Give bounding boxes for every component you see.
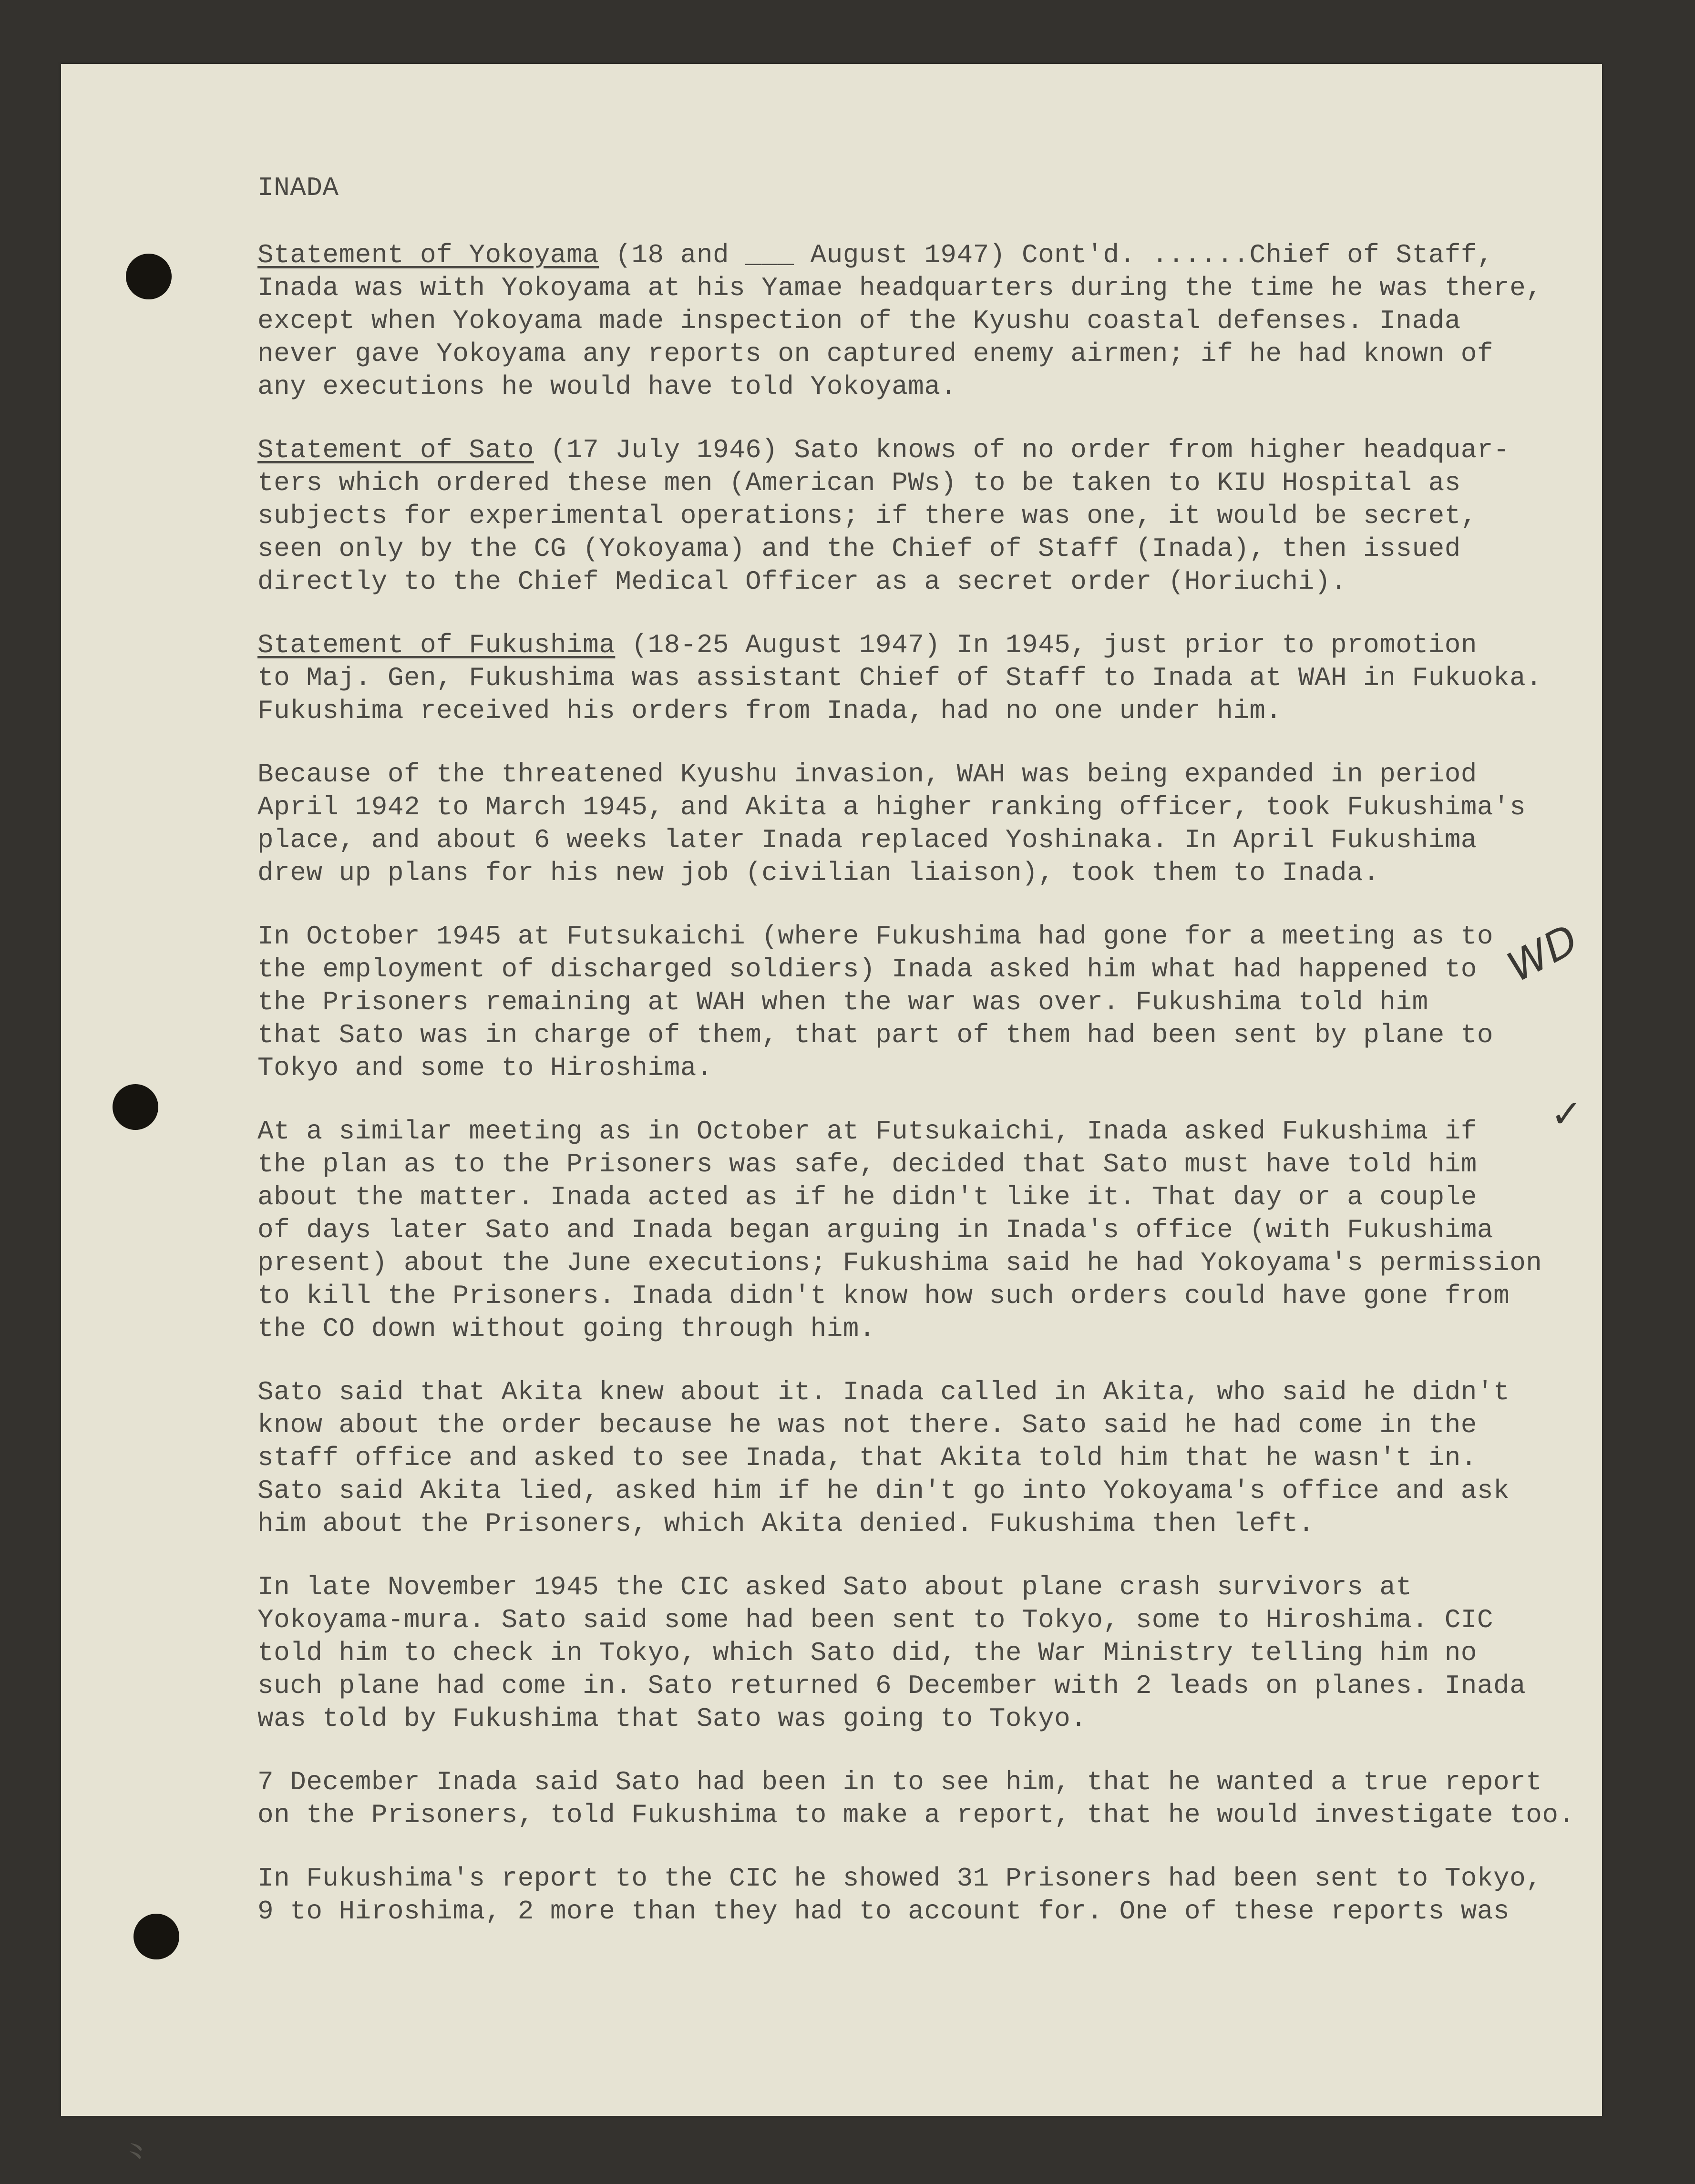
- line-text: Because of the threatened Kyushu invasion, WAH was being expanded in period: [257, 759, 1477, 790]
- statement-heading: Statement of Fukushima: [257, 630, 616, 660]
- text-line: [257, 1214, 1592, 1247]
- paragraph: [257, 1571, 1592, 1735]
- text-line: [257, 1895, 1592, 1928]
- statement-heading: Statement of Yokoyama: [257, 240, 599, 270]
- line-text: him about the Prisoners, which Akita denied. Fukushima then left.: [257, 1508, 1315, 1539]
- line-text: Sato said that Akita knew about it. Inada called in Akita, who said he didn't: [257, 1377, 1510, 1407]
- line-text: on the Prisoners, told Fukushima to make a report, that he would investigate too.: [257, 1800, 1575, 1830]
- line-text: the CO down without going through him.: [257, 1313, 876, 1344]
- line-text: Tokyo and some to Hiroshima.: [257, 1053, 713, 1083]
- line-text: the plan as to the Prisoners was safe, decided that Sato must have told him: [257, 1149, 1477, 1179]
- line-text: know about the order because he was not there. Sato said he had come in the: [257, 1410, 1477, 1440]
- line-text: place, and about 6 weeks later Inada replaced Yoshinaka. In April Fukushima: [257, 825, 1477, 855]
- text-line: [257, 791, 1592, 824]
- text-line: [257, 1247, 1592, 1280]
- line-text: the employment of discharged soldiers) Inada asked him what had happened to: [257, 954, 1477, 984]
- line-text: In late November 1945 the CIC asked Sato about plane crash survivors at: [257, 1572, 1412, 1602]
- text-line: [257, 1312, 1592, 1345]
- text-line: [257, 1637, 1592, 1670]
- text-line: [257, 1148, 1592, 1181]
- text-line: [257, 467, 1592, 500]
- text-line: [257, 1409, 1592, 1442]
- line-text: 7 December Inada said Sato had been in to see him, that he wanted a true report: [257, 1767, 1542, 1797]
- line-text: ters which ordered these men (American PWs) to be taken to KIU Hospital as: [257, 468, 1461, 498]
- line-text: of days later Sato and Inada began arguing in Inada's office (with Fukushima: [257, 1215, 1494, 1245]
- text-line: [257, 1475, 1592, 1507]
- line-text: told him to check in Tokyo, which Sato did, the War Ministry telling him no: [257, 1638, 1477, 1668]
- line-text: Sato said Akita lied, asked him if he din't go into Yokoyama's office and ask: [257, 1476, 1510, 1506]
- text-line: [257, 1799, 1592, 1832]
- line-text: In Fukushima's report to the CIC he showed 31 Prisoners had been sent to Tokyo,: [257, 1863, 1542, 1894]
- line-text: the Prisoners remaining at WAH when the war was over. Fukushima told him: [257, 987, 1428, 1017]
- text-line: [257, 1604, 1592, 1637]
- text-line: [257, 1115, 1592, 1148]
- line-text: (18 and ___ August 1947) Cont'd. ......Chief of Staff,: [599, 240, 1494, 270]
- text-line: [257, 1019, 1592, 1052]
- paragraph: [257, 239, 1592, 403]
- line-text: In October 1945 at Futsukaichi (where Fukushima had gone for a meeting as to: [257, 921, 1494, 952]
- text-line: [257, 857, 1592, 890]
- line-text: April 1942 to March 1945, and Akita a higher ranking officer, took Fukushima's: [257, 792, 1526, 822]
- line-text: directly to the Chief Medical Officer as a secret order (Horiuchi).: [257, 566, 1347, 597]
- text-line: [257, 1571, 1592, 1604]
- line-text: such plane had come in. Sato returned 6 December with 2 leads on planes. Inada: [257, 1671, 1526, 1701]
- text-line: [257, 1862, 1592, 1895]
- line-text: except when Yokoyama made inspection of the Kyushu coastal defenses. Inada: [257, 306, 1461, 336]
- paragraph: [257, 1862, 1592, 1928]
- paragraph: [257, 1376, 1592, 1540]
- text-line: [257, 1280, 1592, 1312]
- line-text: drew up plans for his new job (civilian liaison), took them to Inada.: [257, 858, 1380, 888]
- line-text: that Sato was in charge of them, that part of them had been sent by plane to: [257, 1020, 1494, 1050]
- text-line: [257, 986, 1592, 1019]
- text-line: [257, 1376, 1592, 1409]
- paragraph: [257, 758, 1592, 890]
- corner-pencil-mark: ⺀: [120, 2138, 154, 2177]
- text-line: [257, 953, 1592, 986]
- text-line: [257, 1052, 1592, 1085]
- line-text: seen only by the CG (Yokoyama) and the Chief of Staff (Inada), then issued: [257, 533, 1461, 564]
- punch-hole-bottom: [134, 1914, 179, 1959]
- paragraph: [257, 920, 1592, 1085]
- text-line: [257, 500, 1592, 533]
- text-line: [257, 1766, 1592, 1799]
- text-line: [257, 1670, 1592, 1702]
- text-line: [257, 370, 1592, 403]
- handwritten-initials: WD: [1500, 915, 1586, 992]
- text-line: [257, 272, 1592, 305]
- text-line: [257, 920, 1592, 953]
- text-line: [257, 533, 1592, 565]
- line-text: At a similar meeting as in October at Futsukaichi, Inada asked Fukushima if: [257, 1116, 1477, 1147]
- page-header: INADA: [257, 173, 339, 203]
- text-line: [257, 434, 1592, 467]
- paragraph: [257, 1766, 1592, 1832]
- text-line: [257, 338, 1592, 370]
- paragraph: [257, 629, 1592, 728]
- text-line: [257, 758, 1592, 791]
- line-text: (17 July 1946) Sato knows of no order from higher headquar-: [534, 435, 1510, 465]
- line-text: any executions he would have told Yokoyama.: [257, 371, 957, 402]
- line-text: Fukushima received his orders from Inada, had no one under him.: [257, 696, 1282, 726]
- text-line: [257, 565, 1592, 598]
- line-text: to Maj. Gen, Fukushima was assistant Chief of Staff to Inada at WAH in Fukuoka.: [257, 663, 1542, 693]
- statement-heading: Statement of Sato: [257, 435, 534, 465]
- document-body: [257, 172, 1592, 1958]
- line-text: to kill the Prisoners. Inada didn't know how such orders could have gone from: [257, 1281, 1510, 1311]
- text-line: [257, 824, 1592, 857]
- line-text: Yokoyama-mura. Sato said some had been sent to Tokyo, some to Hiroshima. CIC: [257, 1605, 1494, 1635]
- text-line: [257, 1507, 1592, 1540]
- text-line: [257, 695, 1592, 728]
- text-line: [257, 239, 1592, 272]
- paragraph-list: [257, 239, 1592, 1928]
- paragraph: [257, 434, 1592, 598]
- text-line: [257, 1181, 1592, 1214]
- line-text: about the matter. Inada acted as if he didn't like it. That day or a couple: [257, 1182, 1477, 1212]
- line-text: present) about the June executions; Fukushima said he had Yokoyama's permission: [257, 1248, 1542, 1278]
- line-text: 9 to Hiroshima, 2 more than they had to account for. One of these reports was: [257, 1896, 1510, 1927]
- text-line: [257, 305, 1592, 338]
- line-text: (18-25 August 1947) In 1945, just prior to promotion: [615, 630, 1477, 660]
- line-text: never gave Yokoyama any reports on captured enemy airmen; if he had known of: [257, 338, 1494, 369]
- line-text: staff office and asked to see Inada, that Akita told him that he wasn't in.: [257, 1443, 1477, 1473]
- line-text: was told by Fukushima that Sato was going to Tokyo.: [257, 1703, 1087, 1734]
- punch-hole-top: [126, 254, 172, 299]
- text-line: [257, 1442, 1592, 1475]
- text-line: [257, 662, 1592, 695]
- text-line: [257, 1702, 1592, 1735]
- line-text: subjects for experimental operations; if there was one, it would be secret,: [257, 501, 1477, 531]
- punch-hole-middle: [113, 1084, 158, 1130]
- handwritten-check-icon: ✓: [1551, 1092, 1583, 1136]
- text-line: [257, 629, 1592, 662]
- line-text: Inada was with Yokoyama at his Yamae headquarters during the time he was there,: [257, 273, 1542, 303]
- paragraph: [257, 1115, 1592, 1345]
